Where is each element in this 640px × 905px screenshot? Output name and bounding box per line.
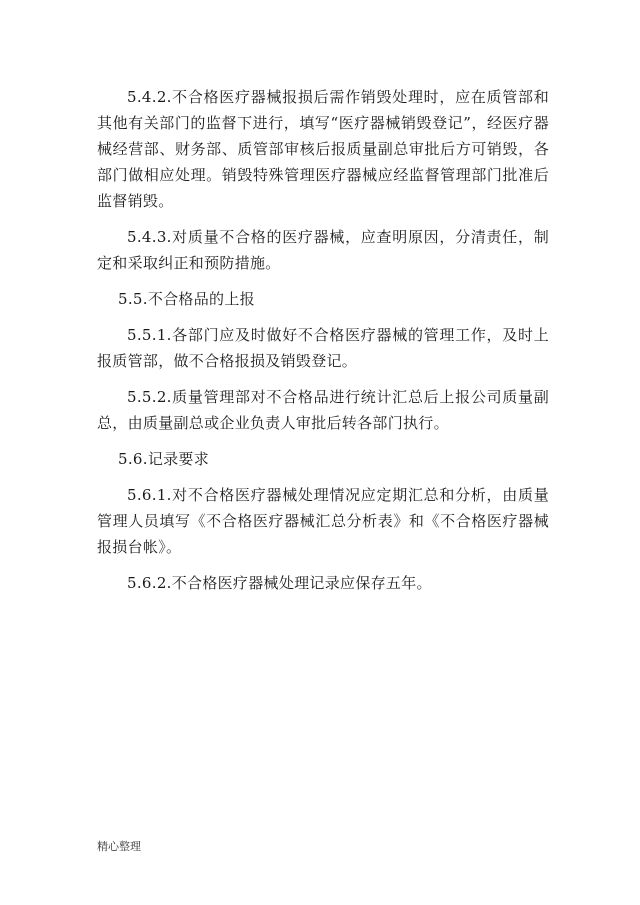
document-body bbox=[97, 84, 549, 596]
paragraph-5-4-2: 5.4.2.不合格医疗器械报损后需作销毁处理时，应在质管部和其他有关部门的监督下进行，填写“医疗器械销毁登记”，经医疗器械经营部、财务部、质管部审核后报质量副总审批后方可销毁，各部门做相应处理。销毁特殊管理医疗器械应经监督管理部门批准后监督销毁。 bbox=[97, 88, 549, 210]
page-footer: 精心整理 bbox=[97, 840, 141, 853]
paragraph-5-6-1: 5.6.1.对不合格医疗器械处理情况应定期汇总和分析，由质量管理人员填写《不合格医疗器械汇总分析表》和《不合格医疗器械报损台帐》。 bbox=[97, 486, 549, 556]
section-heading-5-6: 5.6.记录要求 bbox=[118, 450, 210, 468]
paragraph-5-6-2: 5.6.2.不合格医疗器械处理记录应保存五年。 bbox=[127, 574, 432, 592]
paragraph-5-4-3: 5.4.3.对质量不合格的医疗器械，应查明原因，分清责任，制定和采取纠正和预防措施。 bbox=[97, 228, 549, 272]
paragraph-5-5-1: 5.5.1.各部门应及时做好不合格医疗器械的管理工作，及时上报质管部，做不合格报损及销毁登记。 bbox=[97, 326, 549, 370]
section-heading-5-5: 5.5.不合格品的上报 bbox=[118, 290, 255, 308]
paragraph-5-5-2: 5.5.2.质量管理部对不合格品进行统计汇总后上报公司质量副总，由质量副总或企业负责人审批后转各部门执行。 bbox=[97, 388, 549, 432]
